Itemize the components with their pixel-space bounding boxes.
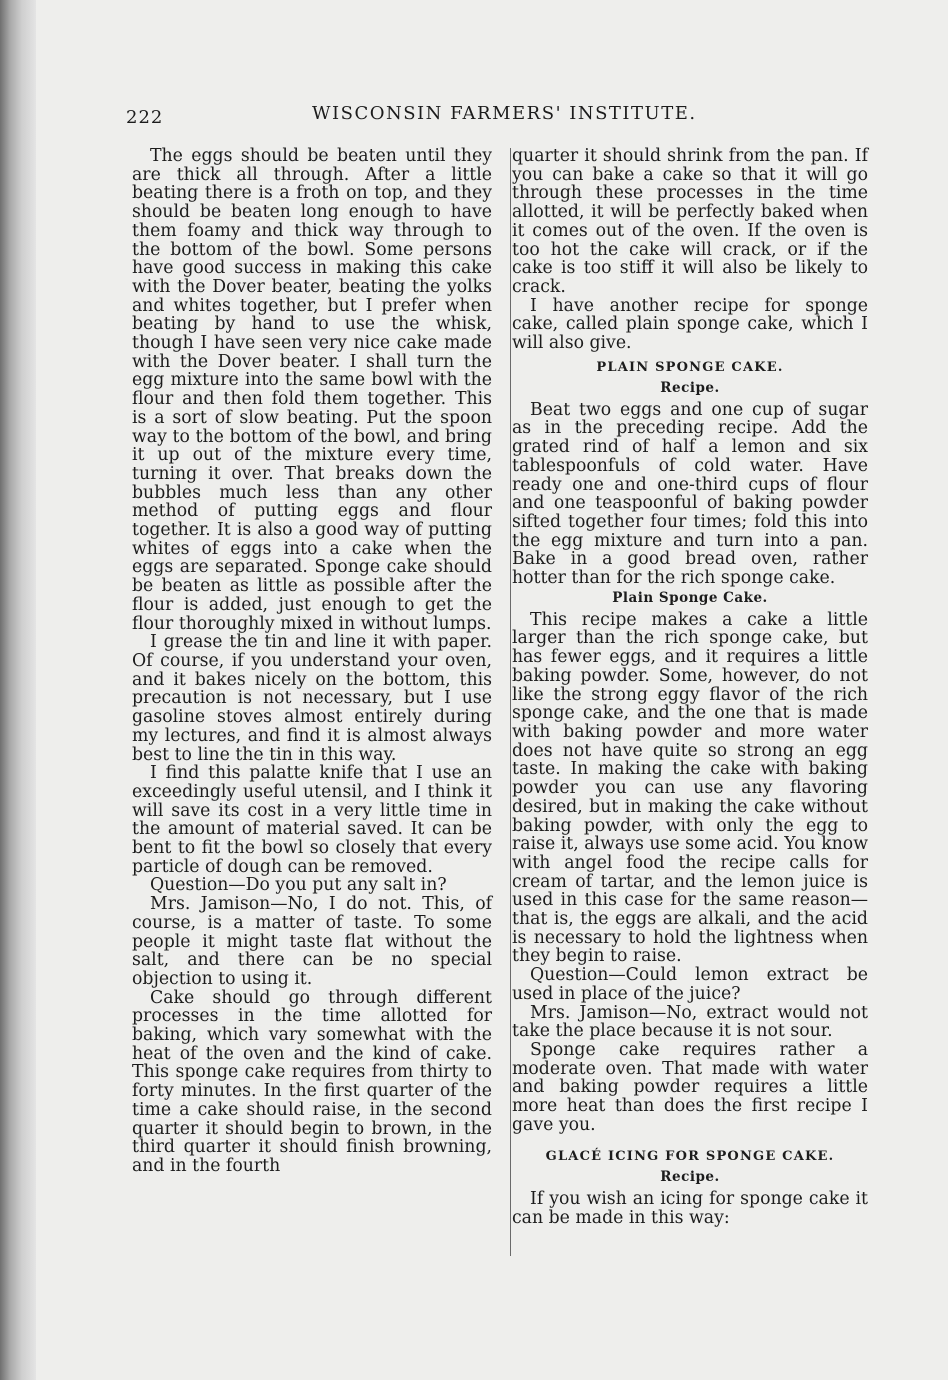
subheading-plain-sponge-cake: Plain Sponge Cake. — [612, 589, 768, 606]
running-title: WISCONSIN FARMERS' INSTITUTE. — [312, 103, 697, 124]
paragraph-palatte-knife: I find this palatte knife that I use an exceedingly useful utensil, and I think it will save its cost in a very little time in the amount of material saved. It can be bent to fit the bowl so closely that every particle of dough can be removed. — [132, 763, 492, 877]
paragraph-plain-explanation: This recipe makes a cake a little larger than the rich sponge cake, but has fewer eggs, and it requires a little baking powder. Some, however, do not like the strong eggy flavor of the rich sponge cake, and the one that is made with baking powder and more water does not have quite so strong an egg taste. In making the cake with baking powder you can use any flavoring desired, but in making the cake without baking powder, with only the egg to raise it, always use some acid. You know with angel food the recipe calls for cream of tartar, and the lemon juice is used in this case for the same reason—that is, the eggs are alkali, and the acid is necessary to hold the lightness when they begin to raise. — [512, 609, 868, 967]
left-column — [132, 147, 492, 1176]
paragraph-answer-salt: Mrs. Jamison—No, I do not. This, of course, is a matter of taste. To some people it might taste flat without the salt, and there can be no special objection to using it. — [132, 894, 492, 989]
column-divider — [510, 148, 511, 1256]
paragraph-glace-intro: If you wish an icing for sponge cake it can be made in this way: — [512, 1189, 868, 1229]
paragraph-grease-tin: I grease the tin and line it with paper. Of course, if you understand your oven, and it bakes nicely on the bottom, this precaution is not necessary, but I use gasoline stoves almost entirely during my lectures, and find it is almost always best to line the tin in this way. — [132, 632, 492, 765]
paragraph-continuation: quarter it should shrink from the pan. If you can bake a cake so that it will go through these processes in the time allotted, it will be perfectly baked when it comes out of the oven. If the oven is too hot the cake will crack, or if the cake is too stiff it will also be likely to crack. — [512, 146, 868, 297]
paragraph-beating-eggs: The eggs should be beaten until they are thick all through. After a little beating there is a froth on top, and they should be beaten long enough to have them foamy and thick way through to the bottom of the bowl. Some persons have good success in making this cake with the Dover beater, beating the yolks and whites together, but I prefer when beating by hand to use the whisk, though I have seen very nice cake made with the Dover beater. I shall turn the egg mixture into the same bowl with the flour and then fold them together. This is a sort of slow beating. Put the spoon way to the bottom of the bowl, and bring it up out of the mixture every time, turning it over. That breaks down the bubbles much less than any other method of putting eggs and flour together. It is also a good way of putting whites of eggs into a cake when the eggs are separated. Sponge cake should be beaten as little as possible after the flour is added, just enough to get the flour thoroughly mixed in without lumps. — [132, 146, 492, 634]
heading-glace-icing: GLACÉ ICING FOR SPONGE CAKE. — [545, 1149, 835, 1165]
paragraph-baking-processes: Cake should go through different processes in the time allotted for baking, which vary somewhat with the heat of the oven and the kind of cake. This sponge cake requires from thirty to forty minutes. In the first quarter of the time a cake should raise, in the second quarter it should begin to brown, in the third quarter it should finish browning, and in the fourth — [132, 987, 492, 1176]
book-page — [36, 0, 948, 1380]
book-binding-edge — [0, 0, 36, 1380]
paragraph-question-salt: Question—Do you put any salt in? — [150, 875, 447, 896]
right-column — [512, 147, 868, 1228]
paragraph-oven-note: Sponge cake requires rather a moderate oven. That made with water and baking powder requires a little more heat than does the first recipe I gave you. — [512, 1039, 868, 1135]
heading-plain-sponge-cake: PLAIN SPONGE CAKE. — [596, 359, 784, 375]
subheading-recipe-icing: Recipe. — [660, 1169, 720, 1186]
subheading-recipe: Recipe. — [660, 379, 720, 396]
paragraph-recipe-plain: Beat two eggs and one cup of sugar as in the preceding recipe. Add the grated rind of half a lemon and six tablespoonfuls of cold water. Have ready one and one-third cups of flour and one teaspoonful of baking powder sifted together four times; fold this into the egg mixture and turn into a pan. Bake in a good bread oven, rather hotter than for the rich sponge cake. — [512, 399, 868, 589]
paragraph-answer-extract: Mrs. Jamison—No, extract would not take the place because it is not sour. — [512, 1002, 868, 1042]
page-number: 222 — [126, 107, 164, 128]
page-header — [126, 101, 726, 131]
paragraph-intro-plain: I have another recipe for sponge cake, called plain sponge cake, which I will also give. — [512, 295, 868, 354]
paragraph-question-extract: Question—Could lemon extract be used in place of the juice? — [512, 965, 868, 1004]
